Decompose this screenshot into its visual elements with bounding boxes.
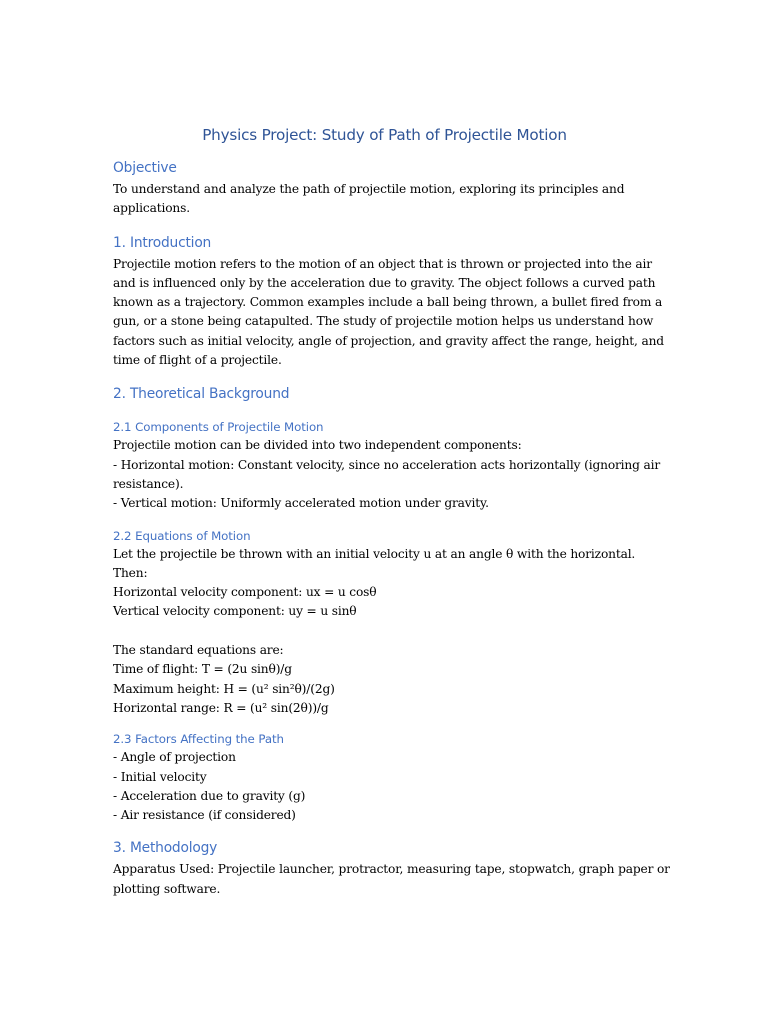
heading-methodology: 3. Methodology	[113, 840, 218, 857]
text-line: Then:	[113, 565, 148, 580]
text-line: - Acceleration due to gravity (g)	[113, 788, 306, 803]
text-line: Projectile motion can be divided into two independent components:	[113, 438, 522, 453]
heading-introduction: 1. Introduction	[113, 234, 212, 251]
text-line: time of flight of a projectile.	[113, 353, 282, 368]
paragraph-factors	[113, 748, 656, 825]
text-line: plotting software.	[113, 881, 221, 896]
text-line: Apparatus Used: Projectile launcher, protractor, measuring tape, stopwatch, graph paper or	[113, 862, 670, 877]
text-line: To understand and analyze the path of projectile motion, exploring its principles and	[113, 182, 625, 196]
text-line: - Horizontal motion: Constant velocity, since no acceleration acts horizontally (ignoring air	[113, 457, 661, 472]
document-title: Physics Project: Study of Path of Projectile Motion	[202, 126, 567, 144]
text-line: Projectile motion refers to the motion of an object that is thrown or projected into the air	[113, 256, 652, 271]
text-line: applications.	[113, 201, 190, 216]
text-line: Vertical velocity component: uy = u sinθ	[113, 604, 357, 619]
text-line: - Vertical motion: Uniformly accelerated motion under gravity.	[113, 496, 489, 511]
paragraph-components	[113, 436, 661, 513]
text-line: known as a trajectory. Common examples include a ball being thrown, a bullet fired from a	[113, 295, 663, 310]
text-line: resistance).	[113, 476, 184, 491]
text-line: - Angle of projection	[113, 750, 236, 765]
blank-line	[113, 622, 656, 641]
heading-theoretical-background: 2. Theoretical Background	[113, 386, 290, 403]
text-line: - Air resistance (if considered)	[113, 808, 296, 823]
subheading-factors: 2.3 Factors Affecting the Path	[113, 732, 284, 747]
text-line: Let the projectile be thrown with an initial velocity u at an angle θ with the horizontal.	[113, 546, 636, 561]
text-line: - Initial velocity	[113, 769, 207, 784]
paragraph-methodology	[113, 860, 670, 899]
text-line: Maximum height: H = (u² sin²θ)/(2g)	[113, 681, 335, 696]
subheading-components: 2.1 Components of Projectile Motion	[113, 420, 324, 435]
text-line: Horizontal range: R = (u² sin(2θ))/g	[113, 700, 329, 715]
text-line: Horizontal velocity component: ux = u cosθ	[113, 585, 377, 600]
paragraph-objective	[113, 180, 656, 219]
subheading-equations: 2.2 Equations of Motion	[113, 528, 251, 543]
text-line: and is influenced only by the acceleration due to gravity. The object follows a curved path	[113, 275, 656, 290]
text-line: The standard equations are:	[113, 643, 284, 658]
text-line: Time of flight: T = (2u sinθ)/g	[113, 662, 292, 677]
paragraph-equations	[113, 545, 656, 719]
paragraph-introduction	[113, 255, 664, 371]
text-line: factors such as initial velocity, angle of projection, and gravity affect the range, height, and	[113, 333, 664, 348]
heading-objective: Objective	[113, 160, 177, 176]
text-line: gun, or a stone being catapulted. The study of projectile motion helps us understand how	[113, 314, 654, 329]
